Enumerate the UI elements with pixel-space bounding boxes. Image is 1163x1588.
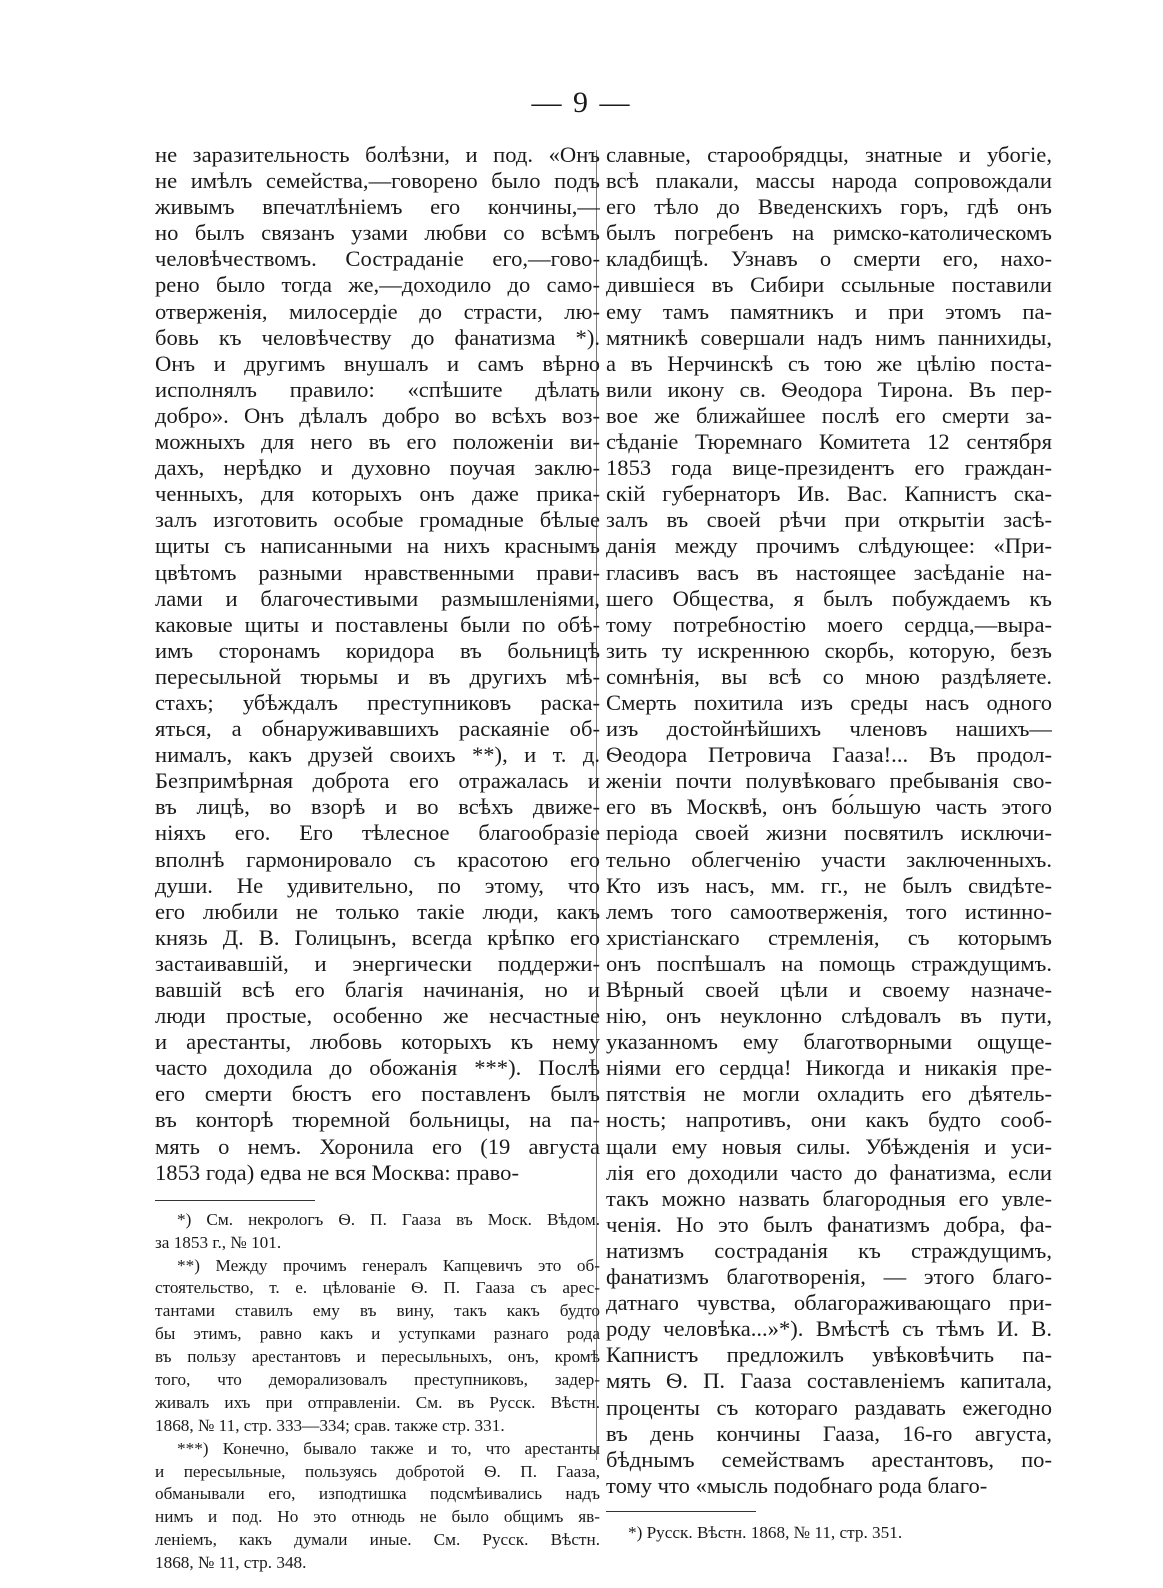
text-line: мять Ѳ. П. Гааза составленіемъ капитала,	[606, 1368, 1052, 1394]
text-line: тому потребностію моего сердца,—выра-	[606, 611, 1052, 637]
text-line: ченія. Но это былъ фанатизмъ добра, фа-	[606, 1211, 1052, 1237]
text-line: христіанскаго стремленія, съ которымъ	[606, 924, 1052, 950]
text-line: но былъ связанъ узами любви со всѣмъ	[155, 220, 600, 246]
text-line: ченныхъ, для которыхъ онъ даже прика-	[155, 481, 600, 507]
text-line: нималъ, какъ друзей своихъ **), и т. д.	[155, 742, 600, 768]
text-line: стахъ; убѣждалъ преступниковъ раска-	[155, 689, 600, 715]
text-line: каковые щиты и поставлены были по обѣ-	[155, 611, 600, 637]
text-line: его въ Москвѣ, онъ бо́льшую часть этого	[606, 794, 1052, 820]
text-line: застаивавшій, и энергически поддержи-	[155, 950, 600, 976]
text-line: залъ въ своей рѣчи при открытіи засѣ-	[606, 507, 1052, 533]
footnote-line: тантами ставилъ ему въ вину, такъ какъ будто	[155, 1301, 600, 1321]
text-line: вавшій всѣ его благія начинанія, но и	[155, 977, 600, 1002]
text-line: Вѣрный своей цѣли и своему назначе-	[606, 977, 1052, 1002]
footnote-line: и пересыльные, пользуясь добротой Ѳ. П. Гааза,	[155, 1461, 600, 1481]
text-line: лами и благочестивыми размышленіями,	[155, 585, 600, 611]
text-line: 1853 года вице-президентъ его граждан-	[606, 455, 1052, 481]
text-line: живымъ впечатлѣніемъ его кончины,—	[155, 194, 600, 220]
text-line: проценты съ котораго раздавать ежегодно	[606, 1394, 1052, 1420]
text-line: человѣчествомъ. Состраданіе его,—гово-	[155, 246, 600, 272]
text-line: Смерть похитила изъ среды насъ одного	[606, 689, 1052, 715]
text-line: натизмъ состраданія къ страждущимъ,	[606, 1237, 1052, 1263]
text-line: онъ поспѣшалъ на помощь страждущимъ.	[606, 950, 1052, 976]
text-line: люди простые, особенно же несчастные	[155, 1003, 600, 1029]
footnote-line: обманывали его, изподтишка подсмѣивались надъ	[155, 1484, 600, 1504]
text-line: его любили не только такіе люди, какъ	[155, 898, 600, 924]
text-line: фанатизмъ благотворенія, — этого благо-	[606, 1264, 1052, 1290]
text-line: шего Общества, я былъ побуждаемъ къ	[606, 585, 1052, 611]
right-column-body	[606, 142, 1052, 1499]
text-line: славные, старообрядцы, знатные и убогіе,	[606, 142, 1052, 167]
text-line: можныхъ для него въ его положеніи ви-	[155, 429, 600, 455]
text-line: былъ погребенъ на римско-католическомъ	[606, 220, 1052, 246]
text-line: его смерти бюстъ его поставленъ былъ	[155, 1081, 600, 1107]
text-line: зить ту искреннюю скорбь, которую, безъ	[606, 637, 1052, 663]
footnote-line: *) См. некрологъ Ѳ. П. Гааза въ Моск. Вѣдом.	[177, 1209, 600, 1229]
footnote-line: въ пользу арестантовъ и пересыльныхъ, онъ, кромѣ	[155, 1347, 600, 1367]
footnote-line: стоятельство, т. е. цѣлованіе Ѳ. П. Гааза съ арес-	[155, 1278, 600, 1298]
text-line: щали ему новыя силы. Убѣжденія и уси-	[606, 1133, 1052, 1159]
text-line: не имѣлъ семейства,—говорено было подъ	[155, 168, 600, 194]
footnote-line: нимъ и под. Но это отнюдь не было общимъ яв-	[155, 1507, 600, 1527]
text-line: не заразительность болѣзни, и под. «Онъ	[155, 142, 600, 167]
text-line: всѣ плакали, массы народа сопровождали	[606, 168, 1052, 194]
text-line: тельно облегченію участи заключенныхъ.	[606, 846, 1052, 872]
text-line: кладбищѣ. Узнавъ о смерти его, нахо-	[606, 246, 1052, 272]
footnote-line: ***) Конечно, бывало также и то, что арестанты	[177, 1438, 600, 1458]
text-line: Ѳеодора Петровича Гааза!... Въ продол-	[606, 742, 1052, 768]
right-column	[606, 142, 1052, 1545]
text-line: ніями его сердца! Никогда и никакія пре-	[606, 1055, 1052, 1081]
text-line: Безпримѣрная доброта его отражалась и	[155, 768, 600, 794]
footnote-line: **) Между прочимъ генералъ Капцевичъ это об-	[177, 1255, 600, 1275]
text-line: бѣднымъ семействамъ арестантовъ, по-	[606, 1446, 1052, 1472]
text-line: а въ Нерчинскѣ съ тою же цѣлію поста-	[606, 350, 1052, 376]
text-line: бовь къ человѣчеству до фанатизма *).	[155, 324, 600, 350]
text-line: добро». Онъ дѣлалъ добро во всѣхъ воз-	[155, 402, 600, 428]
text-line: въ день кончины Гааза, 16-го августа,	[606, 1420, 1052, 1446]
text-line: щиты съ написанными на нихъ краснымъ	[155, 533, 600, 559]
text-line: гласивъ васъ въ настоящее засѣданіе на-	[606, 559, 1052, 585]
text-line: Кто изъ насъ, мм. гг., не былъ свидѣте-	[606, 872, 1052, 898]
page-number: — 9 —	[531, 86, 632, 119]
text-line: тому что «мысль подобнаго рода благо-	[606, 1472, 988, 1498]
footnote-line: *) Русск. Вѣстн. 1868, № 11, стр. 351.	[628, 1522, 903, 1542]
text-line: періода своей жизни посвятилъ исключи-	[606, 820, 1052, 846]
footnote-line: того, что деморализовалъ преступниковъ, задер-	[155, 1369, 600, 1389]
text-line: сѣданіе Тюремнаго Комитета 12 сентября	[606, 429, 1052, 455]
text-line: вили икону св. Ѳеодора Тирона. Въ пер-	[606, 376, 1052, 402]
text-line: Онъ и другимъ внушалъ и самъ вѣрно	[155, 350, 600, 376]
text-line: ему тамъ памятникъ и при этомъ па-	[606, 298, 1052, 324]
text-line: дившіеся въ Сибири ссыльные поставили	[606, 272, 1052, 298]
text-line: ность; напротивъ, они какъ будто сооб-	[606, 1107, 1052, 1133]
text-line: изъ достойнѣйшихъ членовъ нашихъ—	[606, 716, 1052, 742]
text-line: рено было тогда же,—доходило до само-	[155, 272, 600, 298]
text-line: въ лицѣ, во взорѣ и во всѣхъ движе-	[155, 794, 600, 820]
text-line: часто доходила до обожанія ***). Послѣ	[155, 1055, 600, 1081]
footnote-line: живалъ ихъ при отправленіи. См. въ Русск. Вѣстн.	[155, 1392, 600, 1412]
text-line: роду человѣка...»*). Вмѣстѣ съ тѣмъ И. В.	[606, 1316, 1052, 1342]
text-line: лія его доходили часто до фанатизма, если	[606, 1159, 1052, 1185]
footnote-line: за 1853 г., № 101.	[155, 1232, 282, 1252]
text-line: данія между прочимъ слѣдующее: «При-	[606, 533, 1052, 559]
text-line: такъ можно назвать благородныя его увле-	[606, 1185, 1052, 1211]
text-line: его тѣло до Введенскихъ горъ, гдѣ онъ	[606, 194, 1052, 220]
text-line: Капнистъ предложилъ увѣковѣчить па-	[606, 1342, 1052, 1368]
text-line: цвѣтомъ разными нравственными прави-	[155, 559, 600, 585]
text-line: и арестанты, любовь которыхъ къ нему	[155, 1029, 600, 1055]
text-line: мять о немъ. Хоронила его (19 августа	[155, 1133, 600, 1159]
text-line: датнаго чувства, облагораживающаго при-	[606, 1290, 1052, 1316]
text-line: вполнѣ гармонировало съ красотою его	[155, 846, 600, 872]
text-line: женіи почти полувѣковаго пребыванія сво-	[606, 768, 1052, 794]
text-line: лемъ того самоотверженія, того истинно-	[606, 898, 1052, 924]
text-line: пересыльной тюрьмы и въ другихъ мѣ-	[155, 663, 600, 689]
text-line: мятникѣ совершали надъ нимъ паннихиды,	[606, 324, 1052, 350]
text-line: въ конторѣ тюремной больницы, на па-	[155, 1107, 600, 1133]
text-line: исполнялъ правило: «спѣшите дѣлать	[155, 376, 600, 402]
text-line: яться, а обнаруживавшихъ раскаяніе об-	[155, 716, 600, 742]
left-column	[155, 142, 600, 1575]
text-line: нію, онъ неуклонно слѣдовалъ въ пути,	[606, 1003, 1052, 1029]
right-column-footnotes	[606, 1522, 1052, 1545]
footnote-line: бы этимъ, равно какъ и уступками разнаго рода	[155, 1324, 600, 1344]
text-line: скій губернаторъ Ив. Вас. Капнистъ ска-	[606, 481, 1052, 507]
text-line: отверженія, милосердіе до страсти, лю-	[155, 298, 600, 324]
left-column-footnotes	[155, 1209, 600, 1575]
footnote-line: леніемъ, какъ думали иные. См. Русск. Вѣстн.	[155, 1530, 600, 1550]
text-line: князь Д. В. Голицынъ, всегда крѣпко его	[155, 924, 600, 950]
text-line: вое же ближайшее послѣ его смерти за-	[606, 402, 1052, 428]
text-line: дахъ, нерѣдко и духовно поучая заклю-	[155, 455, 600, 481]
footnote-rule	[606, 1511, 756, 1512]
text-line: имъ сторонамъ коридора въ больницѣ	[155, 637, 600, 663]
text-line: 1853 года) едва не вся Москва: право-	[155, 1159, 519, 1185]
footnote-line: 1868, № 11, стр. 348.	[155, 1553, 307, 1573]
footnote-line: 1868, № 11, стр. 333—334; срав. также стр. 331.	[155, 1415, 505, 1435]
text-line: пятствія не могли охладить его дѣятель-	[606, 1081, 1052, 1107]
text-line: ніяхъ его. Его тѣлесное благообразіе	[155, 820, 600, 846]
footnote-rule	[155, 1200, 315, 1201]
text-line: сомнѣнія, вы всѣ со мною раздѣляете.	[606, 663, 1052, 689]
text-line: залъ изготовить особые громадные бѣлые	[155, 507, 600, 533]
text-line: указанномъ ему благотворными ощуще-	[606, 1029, 1052, 1055]
left-column-body	[155, 142, 600, 1186]
text-line: души. Не удивительно, по этому, что	[155, 872, 600, 898]
